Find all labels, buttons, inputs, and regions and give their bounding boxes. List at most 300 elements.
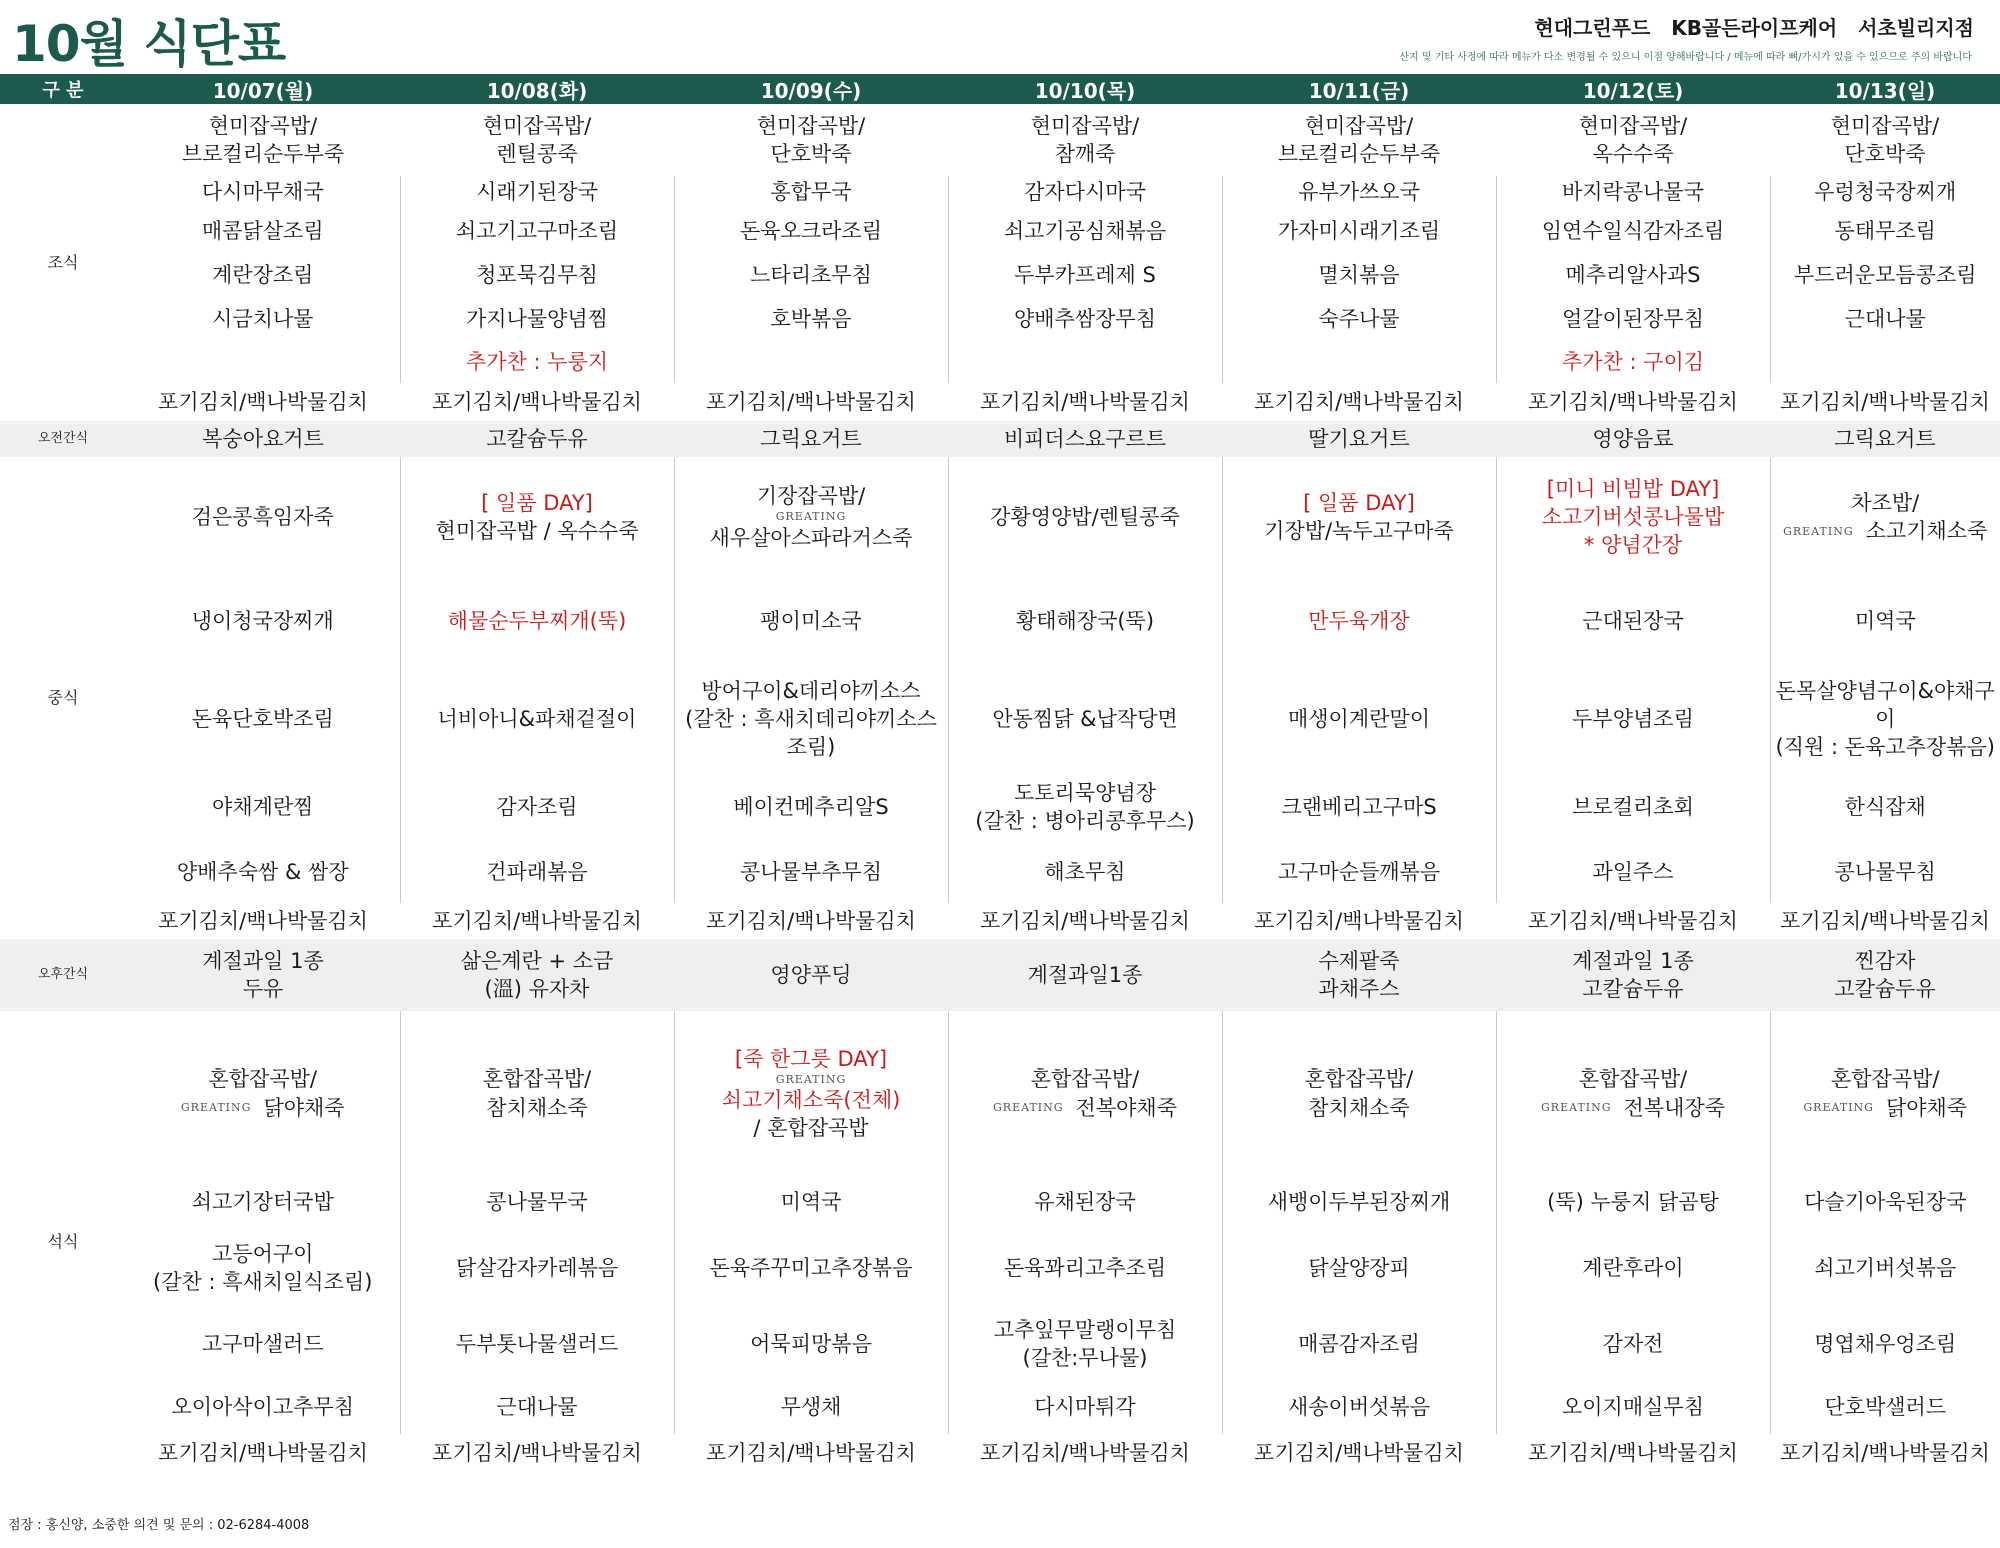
menu-text: 계절과일 1종 [1572,948,1694,973]
menu-cell [1770,773,2000,841]
meal-row [0,773,2000,841]
menu-text: 유채된장국 [1034,1189,1136,1214]
menu-cell [948,841,1222,903]
menu-cell [1770,104,2000,176]
menu-cell [1496,457,1770,577]
menu-cell [948,577,1222,665]
menu-text: 포기김치/백나박물김치 [1780,1440,1990,1465]
menu-text: 돈목살양념구이&야채구이 [1775,678,1995,731]
menu-cell [1222,421,1496,457]
menu-text: 매콤감자조림 [1298,1331,1420,1356]
meal-label: 조식 [47,252,79,272]
menu-text: 양배추쌈장무침 [1013,307,1156,332]
menu-cell [400,383,674,421]
menu-cell [400,421,674,457]
menu-cell [126,577,400,665]
meal-row [0,104,2000,176]
menu-cell [674,1011,948,1176]
menu-cell [1496,1308,1770,1380]
menu-cell [1222,176,1496,209]
footer-contact: 점장 : 홍신양, 소중한 의견 및 문의 : 02-6284-4008 [8,1518,310,1533]
menu-cell [674,1380,948,1434]
menu-text: 두부카프레제 S [1014,263,1156,288]
menu-cell [674,342,948,383]
meal-row [0,1308,2000,1380]
menu-text: 감자조림 [496,794,578,819]
menu-text: 조림) [786,735,836,760]
menu-text: (직원 : 돈육고추장볶음) [1775,735,1995,760]
menu-text: 도토리묵양념장 [1013,780,1156,805]
menu-cell [1496,421,1770,457]
menu-text: 포기김치/백나박물김치 [158,908,368,933]
meal-label: 중식 [47,688,79,708]
menu-cell [400,939,674,1011]
menu-cell [674,383,948,421]
menu-text: 미역국 [780,1189,842,1214]
menu-cell [400,841,674,903]
menu-text: 혼합잡곡밥/ [1030,1067,1140,1092]
menu-text: 그릭요거트 [760,426,862,451]
menu-text: 안동찜닭 &납작당면 [992,706,1178,731]
menu-cell [126,383,400,421]
menu-cell [1496,841,1770,903]
menu-text: 포기김치/백나박물김치 [706,1440,916,1465]
menu-cell [126,1308,400,1380]
menu-text: 참깨죽 [1054,142,1116,166]
menu-text: 계절과일1종 [1027,962,1143,987]
menu-text: 돈육단호박조림 [191,706,334,731]
menu-cell [674,104,948,176]
menu-text: 고구마샐러드 [201,1331,324,1356]
menu-cell [400,773,674,841]
menu-cell [948,903,1222,939]
day-header: 10/13(일) [1770,74,2000,104]
menu-text: 현미잡곡밥/ [1030,113,1140,138]
page-title: 10월 식단표 [12,15,286,73]
menu-text: 혼합잡곡밥/ [1578,1067,1688,1092]
menu-text: (갈찬 : 흑새치데리야끼소스 [685,706,937,731]
menu-cell [1770,903,2000,939]
menu-text: 단호박죽 [1844,142,1926,166]
menu-text: 홍합무국 [770,180,852,205]
menu-cell [126,254,400,297]
menu-text: 포기김치/백나박물김치 [1528,908,1738,933]
menu-text: 얼갈이된장무침 [1561,307,1704,332]
menu-cell [948,1176,1222,1228]
menu-text: 소고기채소죽 [1865,519,1988,543]
menu-cell [400,1308,674,1380]
menu-text: * 양념간장 [1583,533,1683,558]
menu-text: 포기김치/백나박물김치 [1254,1440,1464,1465]
menu-cell [1496,342,1770,383]
menu-text: 고등어구이 [212,1241,314,1266]
menu-cell [1770,383,2000,421]
meal-label: 오전간식 [0,421,126,457]
menu-text: 멸치볶음 [1318,263,1400,288]
menu-text: 해물순두부찌개(뚝) [447,608,627,633]
menu-text: 방어구이&데리야끼소스 [701,678,921,703]
meal-row [0,577,2000,665]
menu-text: 현미잡곡밥 / 옥수수죽 [435,519,639,543]
menu-text: 부드러운모듬콩조림 [1793,263,1977,288]
menu-text: 청포묵김무침 [476,263,598,288]
day-header-row [0,74,2000,104]
menu-text: 렌틸콩죽 [496,142,578,166]
menu-cell [126,1228,400,1308]
menu-cell [1496,104,1770,176]
menu-text: 팽이미소국 [760,608,862,633]
menu-cell [400,209,674,254]
menu-text: 포기김치/백나박물김치 [980,1440,1190,1465]
menu-cell [1222,665,1496,773]
menu-text: 영양음료 [1592,426,1674,451]
menu-cell [126,665,400,773]
menu-text: 쇠고기버섯볶음 [1814,1255,1957,1280]
menu-text: 근대나물 [496,1394,578,1419]
menu-cell [948,297,1222,342]
menu-cell [1222,1228,1496,1308]
menu-text: 양배추숙쌈 & 쌈장 [176,859,349,884]
menu-cell [948,1228,1222,1308]
menu-text: 오이지매실무침 [1561,1394,1704,1419]
menu-cell [1222,841,1496,903]
menu-cell [126,342,400,383]
meal-row [0,1176,2000,1228]
menu-text: 명엽채우엉조림 [1814,1331,1957,1356]
menu-text: 시금치나물 [212,307,314,332]
meal-row [0,841,2000,903]
menu-text: 야채계란찜 [212,794,314,819]
menu-cell [1496,665,1770,773]
menu-text: 콩나물무침 [1834,859,1936,884]
menu-cell [1496,939,1770,1011]
menu-cell [1222,254,1496,297]
menu-text: 콩나물부추무침 [739,859,882,884]
menu-cell [1770,176,2000,209]
menu-cell [1770,1011,2000,1176]
menu-cell [1770,297,2000,342]
menu-text: 찐감자 [1854,948,1916,973]
menu-cell [1222,342,1496,383]
menu-cell [674,1176,948,1228]
menu-cell [126,297,400,342]
menu-text: 과일주스 [1592,859,1674,884]
menu-text: 가자미시래기조림 [1277,219,1441,244]
menu-cell [674,254,948,297]
menu-cell [674,457,948,577]
menu-text: (溫) 유자차 [484,977,590,1001]
menu-text: 브로컬리순두부죽 [1277,142,1441,166]
meal-row [0,1434,2000,1472]
menu-text: 매생이계란말이 [1287,706,1430,731]
menu-cell [126,176,400,209]
menu-cell [400,1380,674,1434]
menu-cell [1222,209,1496,254]
menu-cell [1770,209,2000,254]
menu-text: [미니 비빔밥 DAY] [1546,476,1720,501]
menu-cell [1770,421,2000,457]
menu-cell [1496,903,1770,939]
greating-brand-mark: GREATING [1783,524,1854,538]
menu-text: 딸기요거트 [1308,426,1410,451]
menu-cell [400,104,674,176]
menu-cell [948,254,1222,297]
menu-text: 근대나물 [1844,307,1926,332]
menu-cell [1496,577,1770,665]
meal-row [0,939,2000,1011]
meal-row [0,297,2000,342]
menu-text: / 혼합잡곡밥 [753,1116,869,1141]
menu-text: 새송이버섯볶음 [1287,1394,1430,1419]
menu-text: 다시마무채국 [201,180,324,205]
menu-text: 브로컬리초회 [1572,794,1694,819]
menu-cell [126,209,400,254]
menu-text: (갈찬 : 병아리콩후무스) [975,809,1195,833]
menu-cell [1496,1176,1770,1228]
menu-cell [1496,297,1770,342]
menu-cell [400,1228,674,1308]
menu-text: 고칼슘두유 [486,426,588,451]
menu-cell [126,421,400,457]
menu-cell [948,939,1222,1011]
menu-cell [674,1434,948,1472]
menu-text: 베이컨메추리알S [733,794,889,819]
menu-cell [1496,209,1770,254]
day-header: 10/10(목) [948,74,1222,104]
menu-text: 동태무조림 [1834,219,1936,244]
menu-cell [400,254,674,297]
menu-text: 미역국 [1854,608,1916,633]
menu-cell [400,1434,674,1472]
menu-text: 크랜베리고구마S [1281,794,1437,819]
menu-cell [1496,1228,1770,1308]
menu-text: 혼합잡곡밥/ [482,1067,592,1092]
menu-text: 바지락콩나물국 [1561,180,1704,205]
menu-cell [948,773,1222,841]
menu-cell [948,421,1222,457]
menu-cell [948,209,1222,254]
menu-text: 포기김치/백나박물김치 [432,389,642,414]
meal-row [0,665,2000,773]
menu-text: 과채주스 [1318,977,1400,1001]
menu-text: 닭야채죽 [263,1095,345,1120]
menu-cell [948,383,1222,421]
menu-text: 임연수일식감자조림 [1541,219,1725,244]
menu-cell [1222,383,1496,421]
meal-table [0,74,2000,1472]
menu-text: 고칼슘두유 [1582,977,1684,1001]
menu-text: 매콤닭살조림 [201,219,324,244]
menu-text: 고구마순들깨볶음 [1277,859,1441,884]
menu-text: 돈육주꾸미고추장볶음 [709,1255,913,1280]
menu-text: 두부톳나물샐러드 [455,1331,619,1356]
menu-cell [1770,939,2000,1011]
menu-cell [1222,1434,1496,1472]
meal-label: 석식 [47,1231,79,1251]
menu-cell [400,1011,674,1176]
menu-text: 포기김치/백나박물김치 [1780,908,1990,933]
menu-text: (갈찬:무나물) [1022,1346,1148,1370]
menu-text: 전복야채죽 [1075,1095,1177,1120]
menu-text: 만두육개장 [1308,608,1410,633]
menu-text: 차조밥/ [1851,490,1920,515]
menu-text: 복숭아요거트 [202,426,324,451]
menu-text: 다시마튀각 [1034,1394,1136,1419]
menu-text: 새뱅이두부된장찌개 [1267,1189,1451,1214]
menu-text: 계란장조림 [212,263,314,288]
menu-text: 포기김치/백나박물김치 [432,1440,642,1465]
greating-brand-mark: GREATING [993,1101,1064,1115]
menu-text: 포기김치/백나박물김치 [1254,389,1464,414]
menu-cell [1770,577,2000,665]
menu-cell [674,1308,948,1380]
menu-cell [400,665,674,773]
menu-cell [126,841,400,903]
menu-text: 숙주나물 [1318,307,1400,332]
menu-cell [1496,1011,1770,1176]
menu-cell [1770,1228,2000,1308]
menu-text: 추가찬 : 누룽지 [465,350,609,375]
menu-text: 현미잡곡밥/ [482,113,592,138]
menu-text: 참치채소죽 [1308,1095,1410,1120]
meal-row [0,342,2000,383]
menu-text: 소고기버섯콩나물밥 [1541,504,1725,529]
menu-cell [1222,1380,1496,1434]
menu-cell [1496,773,1770,841]
menu-cell [674,176,948,209]
menu-text: 포기김치/백나박물김치 [1254,908,1464,933]
menu-text: 포기김치/백나박물김치 [432,908,642,933]
menu-cell [674,903,948,939]
menu-cell [1496,176,1770,209]
menu-text: 삶은계란 + 소금 [460,948,614,973]
menu-cell [948,176,1222,209]
menu-text: 포기김치/백나박물김치 [706,908,916,933]
menu-text: (갈찬 : 흑새치일식조림) [153,1270,373,1294]
menu-cell [400,1176,674,1228]
menu-text: 포기김치/백나박물김치 [980,389,1190,414]
menu-text: 쇠고기채소죽(전체) [721,1088,901,1113]
menu-text: 시래기된장국 [476,180,598,205]
menu-cell [1222,1308,1496,1380]
menu-text: 해초무침 [1044,859,1126,884]
menu-text: [ 일품 DAY] [481,490,593,515]
menu-cell [1222,457,1496,577]
menu-text: 계란후라이 [1582,1255,1684,1280]
menu-text: 그릭요거트 [1834,426,1936,451]
menu-cell [948,1308,1222,1380]
menu-cell [400,176,674,209]
menu-cell [1770,254,2000,297]
menu-cell [1222,903,1496,939]
meal-label: 오후간식 [0,939,126,1011]
greating-brand-mark: GREATING [775,1072,847,1086]
menu-cell [400,297,674,342]
menu-text: 단호박죽 [770,142,852,166]
menu-text: 현미잡곡밥/ [1304,113,1414,138]
menu-cell [674,665,948,773]
category-header: 구 분 [0,74,126,104]
menu-cell [948,104,1222,176]
menu-text: 포기김치/백나박물김치 [706,389,916,414]
menu-text: 전복내장죽 [1623,1095,1725,1120]
menu-text: 현미잡곡밥/ [208,113,318,138]
menu-cell [1222,773,1496,841]
menu-text: 혼합잡곡밥/ [1830,1067,1940,1092]
day-header: 10/09(수) [674,74,948,104]
meal-row [0,1380,2000,1434]
menu-cell [400,577,674,665]
menu-text: 어묵피망볶음 [750,1331,872,1356]
menu-text: 두유 [242,977,284,1001]
menu-text: 돈육꽈리고추조림 [1003,1255,1167,1280]
menu-text: [죽 한그릇 DAY] [734,1046,888,1071]
menu-text: 황태해장국(뚝) [1015,608,1155,633]
menu-cell [126,773,400,841]
menu-text: 닭야채죽 [1885,1095,1968,1120]
menu-text: 감자전 [1602,1331,1664,1356]
menu-cell [1222,104,1496,176]
menu-text: 포기김치/백나박물김치 [980,908,1190,933]
meal-row [0,457,2000,577]
menu-text: 옥수수죽 [1592,142,1674,166]
menu-cell [1770,457,2000,577]
menu-cell [1496,383,1770,421]
menu-cell [1222,297,1496,342]
menu-text: 쇠고기고구마조림 [455,219,619,244]
day-header: 10/12(토) [1496,74,1770,104]
menu-cell [1496,254,1770,297]
menu-text: 우렁청국장찌개 [1814,180,1957,205]
menu-text: 닭살양장피 [1308,1255,1410,1280]
menu-cell [1222,577,1496,665]
menu-text: 가지나물양념찜 [465,307,608,332]
day-header: 10/07(월) [126,74,400,104]
menu-text: 단호박샐러드 [1824,1394,1947,1419]
menu-cell [948,1434,1222,1472]
menu-text: 콩나물무국 [486,1189,588,1214]
menu-text: 닭살감자카레볶음 [455,1255,619,1280]
meal-row [0,1011,2000,1176]
menu-text: 포기김치/백나박물김치 [1528,1440,1738,1465]
menu-cell [126,457,400,577]
menu-cell [126,1380,400,1434]
menu-text: 현미잡곡밥/ [756,113,866,138]
menu-cell [1222,939,1496,1011]
menu-cell [126,1011,400,1176]
menu-text: 한식잡채 [1844,794,1926,819]
menu-text: 너비아니&파채겉절이 [437,706,637,731]
menu-text: 브로컬리순두부죽 [181,142,345,166]
menu-text: 느타리초무침 [750,263,872,288]
company-name: 현대그린푸드 KB골든라이프케어 서초빌리지점 [1534,16,1974,40]
day-header: 10/08(화) [400,74,674,104]
menu-cell [1770,342,2000,383]
notice-text: 산지 및 기타 사정에 따라 메뉴가 다소 변경될 수 있으니 이점 양해바랍니다 / 메뉴에 따라 뼈/가시가 있을 수 있으므로 주의 바랍니다 [1399,52,1972,63]
menu-text: 기장밥/녹두고구마죽 [1264,519,1454,543]
menu-cell [1770,1176,2000,1228]
menu-text: 유부가쓰오국 [1298,180,1420,205]
menu-cell [126,1434,400,1472]
menu-cell [1770,1308,2000,1380]
menu-cell [674,577,948,665]
menu-text: 혼합잡곡밥/ [1304,1067,1414,1092]
menu-cell [674,939,948,1011]
menu-cell [674,773,948,841]
meal-row [0,254,2000,297]
menu-cell [400,903,674,939]
menu-cell [948,457,1222,577]
